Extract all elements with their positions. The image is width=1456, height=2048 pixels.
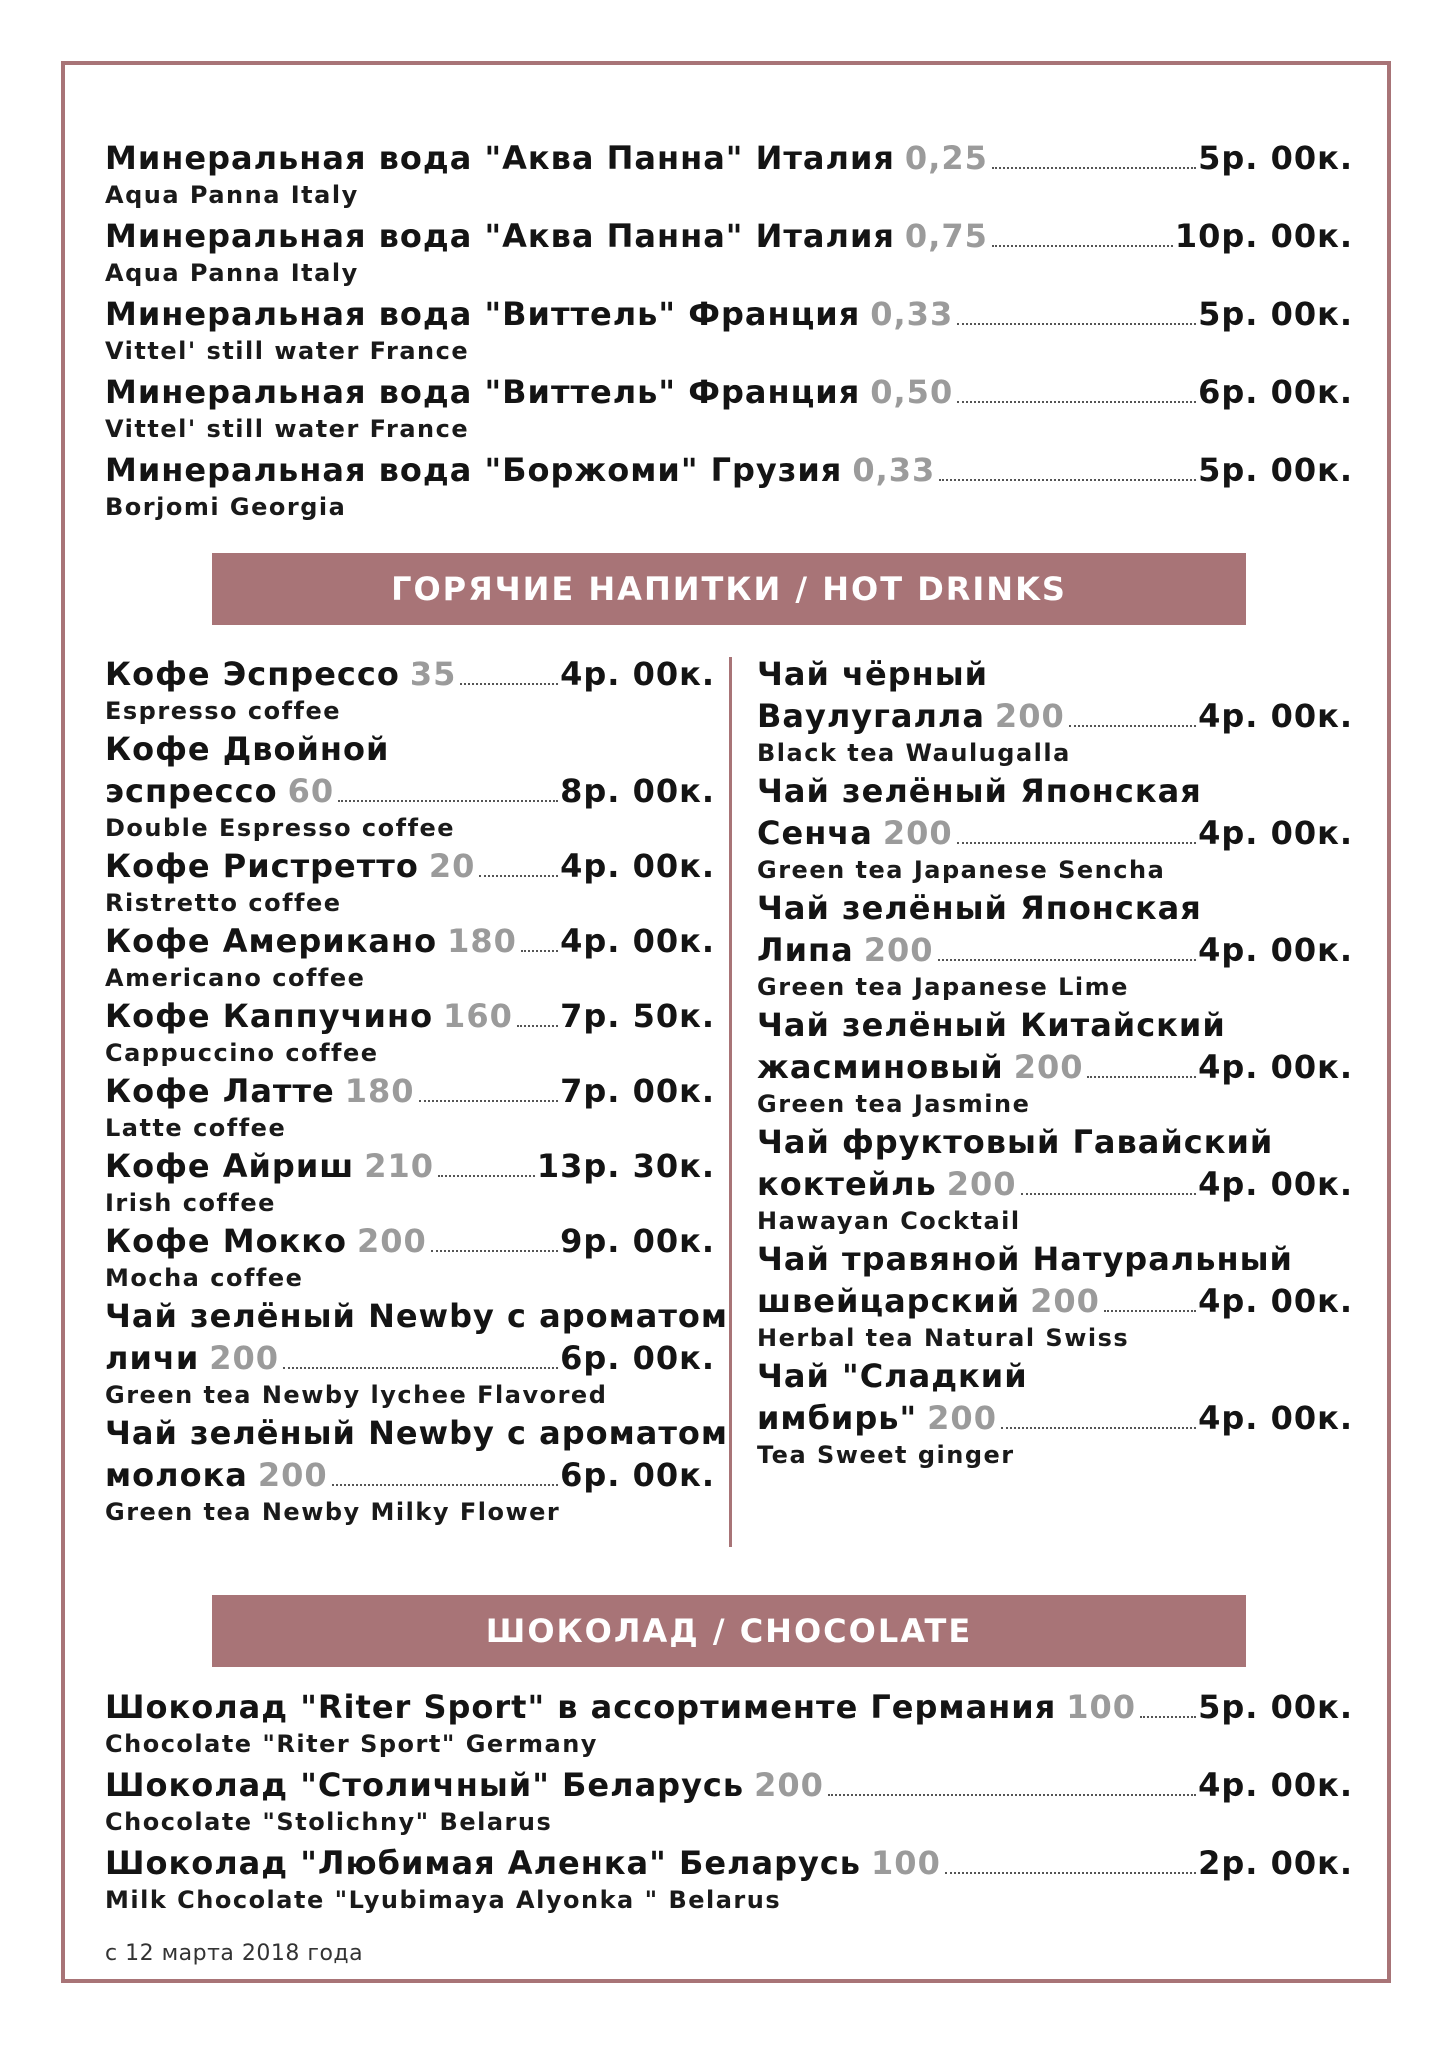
item-name-line: Чай чёрный	[757, 655, 989, 693]
item-price-line	[105, 215, 1353, 257]
item-name: Сенча	[757, 814, 873, 852]
item-volume: 35	[409, 655, 457, 693]
item-price-line	[757, 1046, 1353, 1088]
menu-item	[757, 653, 1353, 770]
item-name: Минеральная вода "Боржоми" Грузия	[105, 451, 843, 489]
item-english-name: Green tea Japanese Sencha	[757, 856, 1166, 884]
item-name: Минеральная вода "Аква Панна" Италия	[105, 217, 895, 255]
item-price-line	[105, 653, 715, 695]
dot-leader	[992, 167, 1196, 169]
item-english-name: Mocha coffee	[105, 1264, 304, 1292]
item-volume: 0,33	[870, 295, 954, 333]
item-price-line	[105, 845, 715, 887]
dot-leader	[957, 401, 1196, 403]
item-volume: 200	[1013, 1048, 1084, 1086]
item-price: 4р. 00к.	[1198, 1766, 1353, 1804]
dot-leader	[419, 1100, 559, 1102]
item-price: 9р. 00к.	[560, 1222, 715, 1260]
item-price: 4р. 00к.	[1198, 1165, 1353, 1203]
item-price: 5р. 00к.	[1198, 139, 1353, 177]
item-name: Шоколад "Столичный" Беларусь	[105, 1766, 745, 1804]
item-english-name: Green tea Japanese Lime	[757, 973, 1129, 1001]
item-name: Минеральная вода "Виттель" Франция	[105, 373, 861, 411]
item-volume: 0,25	[904, 139, 988, 177]
item-price-line	[757, 1397, 1353, 1439]
item-name: Кофе Ристретто	[105, 847, 419, 885]
item-price: 4р. 00к.	[1198, 1399, 1353, 1437]
item-english-name: Aqua Panna Italy	[105, 259, 359, 287]
item-volume: 210	[364, 1147, 435, 1185]
menu-item	[105, 1295, 729, 1412]
item-name: личи	[105, 1339, 200, 1377]
item-price: 4р. 00к.	[1198, 931, 1353, 969]
item-volume: 180	[344, 1072, 415, 1110]
item-name: эспрессо	[105, 772, 278, 810]
menu-item	[105, 371, 1353, 446]
item-english-name: Tea Sweet ginger	[757, 1441, 1015, 1469]
item-price: 10р. 00к.	[1174, 217, 1353, 255]
item-price-line	[105, 1070, 715, 1112]
item-name-line: Чай зелёный Китайский	[757, 1006, 1226, 1044]
item-price: 4р. 00к.	[1198, 697, 1353, 735]
item-english-name: Americano coffee	[105, 964, 366, 992]
menu-item	[105, 1070, 715, 1145]
dot-leader	[521, 950, 558, 952]
item-english-name: Hawayan Cocktail	[757, 1207, 1021, 1235]
dot-leader	[431, 1250, 558, 1252]
item-price-line	[105, 449, 1353, 491]
item-price-line	[105, 1337, 715, 1379]
item-price: 5р. 00к.	[1198, 1688, 1353, 1726]
item-price: 5р. 00к.	[1198, 295, 1353, 333]
dot-leader	[338, 800, 558, 802]
item-volume: 200	[257, 1456, 328, 1494]
item-english-name: Herbal tea Natural Swiss	[757, 1324, 1130, 1352]
item-price-line	[105, 1454, 715, 1496]
item-volume: 200	[754, 1766, 824, 1804]
item-name: Кофе Айриш	[105, 1147, 355, 1185]
item-volume: 0,50	[870, 373, 954, 411]
item-price-line	[105, 1220, 715, 1262]
item-name: Кофе Эспрессо	[105, 655, 400, 693]
item-volume: 180	[447, 922, 517, 960]
dot-leader	[517, 1025, 558, 1027]
item-volume: 60	[287, 772, 335, 810]
dot-leader	[1087, 1076, 1196, 1078]
item-volume: 200	[927, 1399, 997, 1437]
item-price-line	[105, 137, 1353, 179]
menu-item	[105, 1220, 715, 1295]
chocolate-banner: ШОКОЛАД / CHOCOLATE	[212, 1595, 1246, 1667]
dot-leader	[332, 1484, 558, 1486]
item-price-line	[105, 1145, 715, 1187]
dot-leader	[283, 1367, 558, 1369]
item-name: швейцарский	[757, 1282, 1021, 1320]
item-english-name: Vittel' still water France	[105, 337, 470, 365]
hot-drinks-banner: ГОРЯЧИЕ НАПИТКИ / HOT DRINKS	[212, 553, 1246, 625]
item-volume: 200	[1030, 1282, 1100, 1320]
item-name: Шоколад "Любимая Аленка" Беларусь	[105, 1844, 862, 1882]
item-price: 5р. 00к.	[1198, 451, 1353, 489]
item-english-name: Chocolate "Stolichny" Belarus	[105, 1808, 553, 1836]
item-price-line	[105, 1764, 1353, 1806]
item-english-name: Milk Chocolate "Lyubimaya Alyonka " Belarus	[105, 1886, 782, 1914]
item-price-line	[105, 1842, 1353, 1884]
item-name: имбирь"	[757, 1399, 918, 1437]
item-english-name: Double Espresso coffee	[105, 814, 456, 842]
item-english-name: Aqua Panna Italy	[105, 181, 359, 209]
item-english-name: Black tea Waulugalla	[757, 739, 1071, 767]
dot-leader	[438, 1175, 535, 1177]
item-price-line	[105, 770, 715, 812]
menu-item	[757, 1238, 1353, 1355]
item-name: Кофе Американо	[105, 922, 438, 960]
menu-item	[105, 995, 715, 1070]
item-price-line	[105, 920, 715, 962]
item-name: Кофе Латте	[105, 1072, 335, 1110]
menu-item	[105, 845, 715, 920]
menu-item	[105, 1145, 715, 1220]
item-price: 4р. 00к.	[1198, 814, 1353, 852]
menu-item	[105, 1412, 729, 1529]
item-volume: 100	[1066, 1688, 1137, 1726]
item-english-name: Vittel' still water France	[105, 415, 470, 443]
dot-leader	[1104, 1310, 1196, 1312]
item-name: Кофе Каппучино	[105, 997, 434, 1035]
item-english-name: Ristretto coffee	[105, 889, 342, 917]
dot-leader	[1140, 1716, 1196, 1718]
item-name-line: Кофе Двойной	[105, 730, 390, 768]
menu-item	[105, 1764, 1353, 1839]
item-price: 7р. 50к.	[560, 997, 715, 1035]
item-name-line: Чай зелёный Японская	[757, 889, 1202, 927]
item-english-name: Cappuccino coffee	[105, 1039, 379, 1067]
item-price: 4р. 00к.	[560, 847, 715, 885]
item-volume: 200	[356, 1222, 427, 1260]
item-volume: 200	[994, 697, 1065, 735]
item-name: коктейль	[757, 1165, 937, 1203]
column-divider	[729, 657, 732, 1547]
item-price-line	[105, 1686, 1353, 1728]
dot-leader	[479, 875, 558, 877]
item-english-name: Green tea Jasmine	[757, 1090, 1031, 1118]
item-price: 6р. 00к.	[560, 1339, 715, 1377]
item-volume: 0,75	[904, 217, 988, 255]
item-price-line	[757, 929, 1353, 971]
item-name-line: Чай "Сладкий	[757, 1357, 1028, 1395]
item-price: 2р. 00к.	[1198, 1844, 1353, 1882]
item-name: Кофе Мокко	[105, 1222, 347, 1260]
dot-leader	[992, 245, 1173, 247]
item-volume: 160	[443, 997, 513, 1035]
menu-item	[757, 770, 1353, 887]
dot-leader	[1001, 1427, 1196, 1429]
item-price: 6р. 00к.	[1198, 373, 1353, 411]
dot-leader	[460, 683, 558, 685]
item-volume: 200	[209, 1339, 280, 1377]
item-price: 8р. 00к.	[560, 772, 715, 810]
menu-item	[105, 137, 1353, 212]
item-name: молока	[105, 1456, 248, 1494]
item-name: Минеральная вода "Виттель" Франция	[105, 295, 861, 333]
item-english-name: Borjomi Georgia	[105, 493, 347, 521]
item-english-name: Espresso coffee	[105, 697, 342, 725]
item-price-line	[757, 1163, 1353, 1205]
item-volume: 200	[882, 814, 953, 852]
item-price: 4р. 00к.	[1198, 1282, 1353, 1320]
item-volume: 100	[871, 1844, 941, 1882]
dot-leader	[957, 323, 1196, 325]
item-price-line	[757, 812, 1353, 854]
item-price: 4р. 00к.	[1198, 1048, 1353, 1086]
item-price-line	[105, 995, 715, 1037]
item-name: Ваулугалла	[757, 697, 985, 735]
dot-leader	[939, 479, 1196, 481]
dot-leader	[1069, 725, 1196, 727]
item-name-line: Чай зелёный Newby с ароматом	[105, 1297, 729, 1335]
menu-item	[105, 653, 715, 728]
item-english-name: Green tea Newby lychee Flavored	[105, 1381, 608, 1409]
dot-leader	[1021, 1193, 1197, 1195]
item-price: 4р. 00к.	[560, 655, 715, 693]
menu-item	[757, 1121, 1353, 1238]
item-price: 6р. 00к.	[560, 1456, 715, 1494]
item-name: жасминовый	[757, 1048, 1004, 1086]
menu-item	[105, 920, 715, 995]
menu-item	[105, 1686, 1353, 1761]
menu-item	[105, 1842, 1353, 1917]
item-volume: 200	[946, 1165, 1017, 1203]
item-name-line: Чай фруктовый Гавайский	[757, 1123, 1274, 1161]
menu-item	[757, 1004, 1353, 1121]
menu-item	[105, 215, 1353, 290]
menu-item	[105, 449, 1353, 524]
item-price-line	[105, 293, 1353, 335]
item-price-line	[757, 695, 1353, 737]
menu-item	[105, 293, 1353, 368]
item-english-name: Latte coffee	[105, 1114, 287, 1142]
item-name: Шоколад "Riter Sport" в ассортименте Германия	[105, 1688, 1057, 1726]
item-price: 13р. 30к.	[536, 1147, 715, 1185]
dot-leader	[957, 842, 1196, 844]
item-name-line: Чай зелёный Newby с ароматом	[105, 1414, 729, 1452]
menu-item	[757, 1355, 1353, 1472]
item-price: 7р. 00к.	[560, 1072, 715, 1110]
dot-leader	[945, 1872, 1196, 1874]
item-volume: 20	[428, 847, 476, 885]
item-english-name: Green tea Newby Milky Flower	[105, 1498, 561, 1526]
dot-leader	[828, 1794, 1196, 1796]
item-volume: 200	[863, 931, 934, 969]
item-name-line: Чай травяной Натуральный	[757, 1240, 1293, 1278]
item-name-line: Чай зелёный Японская	[757, 772, 1202, 810]
item-volume: 0,33	[852, 451, 936, 489]
item-price: 4р. 00к.	[560, 922, 715, 960]
item-english-name: Chocolate "Riter Sport" Germany	[105, 1730, 598, 1758]
dot-leader	[938, 959, 1197, 961]
effective-date: с 12 марта 2018 года	[105, 1941, 364, 1966]
item-price-line	[105, 371, 1353, 413]
menu-item	[105, 728, 715, 845]
item-name: Липа	[757, 931, 854, 969]
menu-item	[757, 887, 1353, 1004]
item-name: Минеральная вода "Аква Панна" Италия	[105, 139, 895, 177]
item-english-name: Irish coffee	[105, 1189, 276, 1217]
item-price-line	[757, 1280, 1353, 1322]
